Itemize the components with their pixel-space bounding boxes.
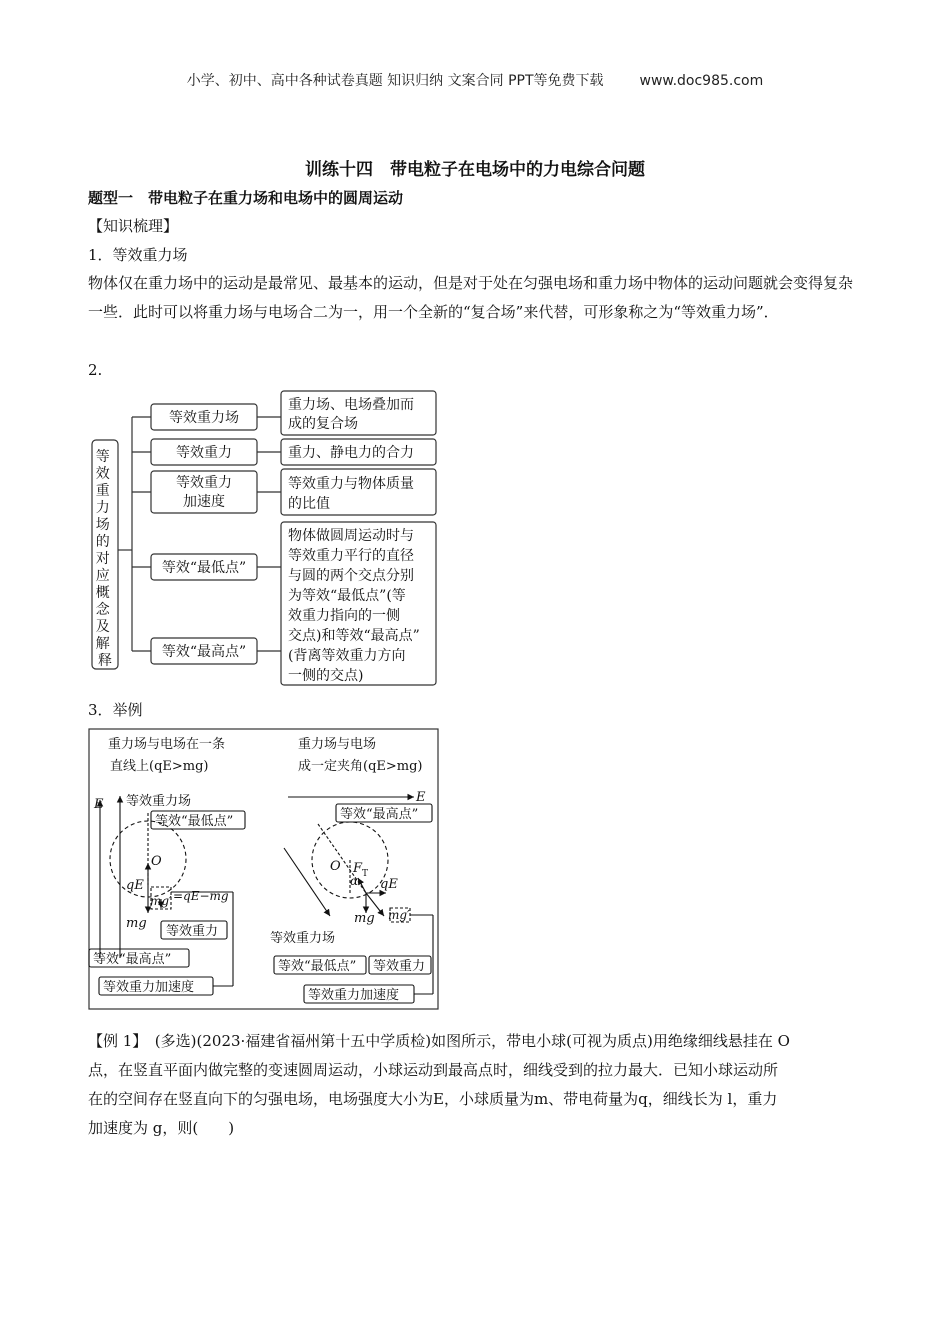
root-char: 解 — [95, 636, 110, 652]
example1-line: 加速度为 g，则( ) — [88, 1119, 235, 1137]
root-char: 的 — [95, 534, 110, 550]
left-O: O — [151, 854, 162, 869]
root-char: 重 — [95, 483, 110, 499]
concept-map — [88, 385, 448, 690]
example1 — [88, 1027, 863, 1143]
right-mgp: mg′ — [388, 908, 410, 922]
concept-label: 等效“最高点” — [161, 644, 247, 660]
example1-line: 【例 1】 (多选)(2023·福建省福州第十五中学质检)如图所示，带电小球(可视为质点)用绝缘细线悬挂在 O — [88, 1032, 790, 1050]
explanation-text: 的比值 — [288, 496, 330, 512]
page-header — [0, 70, 950, 90]
left-eq-gravity: 等效重力 — [166, 924, 219, 939]
item2-heading: 2. — [88, 361, 103, 379]
root-label — [96, 449, 114, 669]
item3-heading: 3．举例 — [88, 701, 143, 719]
right-E-label: E — [416, 790, 426, 805]
right-qE: qE — [380, 877, 398, 892]
explanation-text: 等效重力平行的直径 — [288, 548, 414, 564]
left-mgp: mg′ — [150, 894, 172, 908]
explanation-text: 效重力指向的一侧 — [288, 608, 400, 624]
header-url[interactable]: www.doc985.com — [639, 73, 764, 89]
right-eq-accel: 等效重力加速度 — [308, 988, 400, 1003]
concept-label: 等效重力 — [176, 475, 232, 491]
root-char: 效 — [95, 466, 110, 482]
root-char: 力 — [95, 500, 110, 516]
explanation-text: 为等效“最低点”(等 — [288, 588, 406, 604]
concept-label: 加速度 — [183, 494, 225, 510]
root-char: 等 — [95, 449, 110, 465]
root-char: 释 — [98, 653, 112, 669]
root-char: 及 — [95, 619, 110, 635]
right-FT: F — [353, 861, 363, 876]
root-char: 应 — [95, 568, 110, 584]
root-char: 对 — [95, 551, 110, 567]
item1-heading: 1．等效重力场 — [88, 246, 188, 264]
item1-text: 物体仅在重力场中的运动是最常见、最基本的运动，但是对于处在匀强电场和重力场中物体的运动问题就会变得复杂一些．此时可以将重力场与电场合二为一，用一个全新的“复合场”来代替，可形象称之为“等效重力场”． — [88, 274, 854, 321]
concept-label: 等效重力场 — [169, 410, 239, 426]
right-caption: 成一定夹角(qE>mg) — [298, 759, 423, 774]
concept-label: 等效“最低点” — [161, 560, 247, 576]
example1-line: 点，在竖直平面内做完整的变速圆周运动，小球运动到最高点时，细线受到的拉力最大．已知小球运动所 — [88, 1061, 779, 1079]
left-mg: mg — [126, 916, 147, 931]
left-caption: 重力场与电场在一条 — [108, 737, 226, 752]
concept-label: 等效重力 — [176, 445, 232, 461]
right-alpha: α — [350, 874, 359, 888]
right-caption: 重力场与电场 — [298, 737, 377, 752]
root-char: 场 — [95, 517, 110, 533]
explanation-text: 交点)和等效“最高点” — [288, 628, 420, 644]
explanation-text: 物体做圆周运动时与 — [288, 528, 414, 544]
root-char: 念 — [95, 602, 110, 618]
left-eq-field: 等效重力场 — [126, 794, 192, 809]
right-FT-sub: T — [362, 869, 369, 879]
explanation-text: 等效重力与物体质量 — [288, 476, 414, 492]
right-mg: mg — [354, 911, 375, 926]
left-eq-accel: 等效重力加速度 — [103, 980, 195, 995]
knowledge-label: 【知识梳理】 — [88, 217, 179, 235]
right-lowest: 等效“最低点” — [278, 959, 357, 974]
root-char: 概 — [95, 585, 110, 601]
left-E-label: E — [94, 797, 104, 812]
right-highest: 等效“最高点” — [340, 807, 419, 822]
explanation-text: 与圆的两个交点分别 — [288, 568, 414, 584]
right-eq-gravity: 等效重力 — [373, 959, 426, 974]
explanation-text: (背离等效重力方向 — [288, 648, 406, 664]
example1-line: 在的空间存在竖直向下的匀强电场，电场强度大小为E，小球质量为m、带电荷量为q，细线长为 l，重力 — [88, 1090, 778, 1108]
left-lowest: 等效“最低点” — [155, 814, 234, 829]
left-caption: 直线上(qE>mg) — [110, 759, 209, 774]
left-qE: qE — [126, 878, 144, 893]
left-highest: 等效“最高点” — [93, 952, 172, 967]
page-title: 训练十四 带电粒子在电场中的力电综合问题 — [305, 160, 645, 180]
explanation-text: 重力场、电场叠加而 — [288, 397, 414, 413]
left-mgp-eq: =qE−mg — [173, 889, 229, 903]
section-heading: 题型一 带电粒子在重力场和电场中的圆周运动 — [88, 189, 404, 207]
right-eq-field: 等效重力场 — [270, 931, 336, 946]
header-left: 小学、初中、高中各种试卷真题 知识归纳 文案合同 PPT等免费下载 — [186, 73, 604, 89]
explanation-text: 一侧的交点) — [288, 668, 364, 684]
explanation-text: 重力、静电力的合力 — [288, 445, 414, 461]
right-O: O — [330, 859, 341, 874]
explanation-text: 成的复合场 — [288, 416, 358, 432]
example-figure — [88, 728, 440, 1012]
